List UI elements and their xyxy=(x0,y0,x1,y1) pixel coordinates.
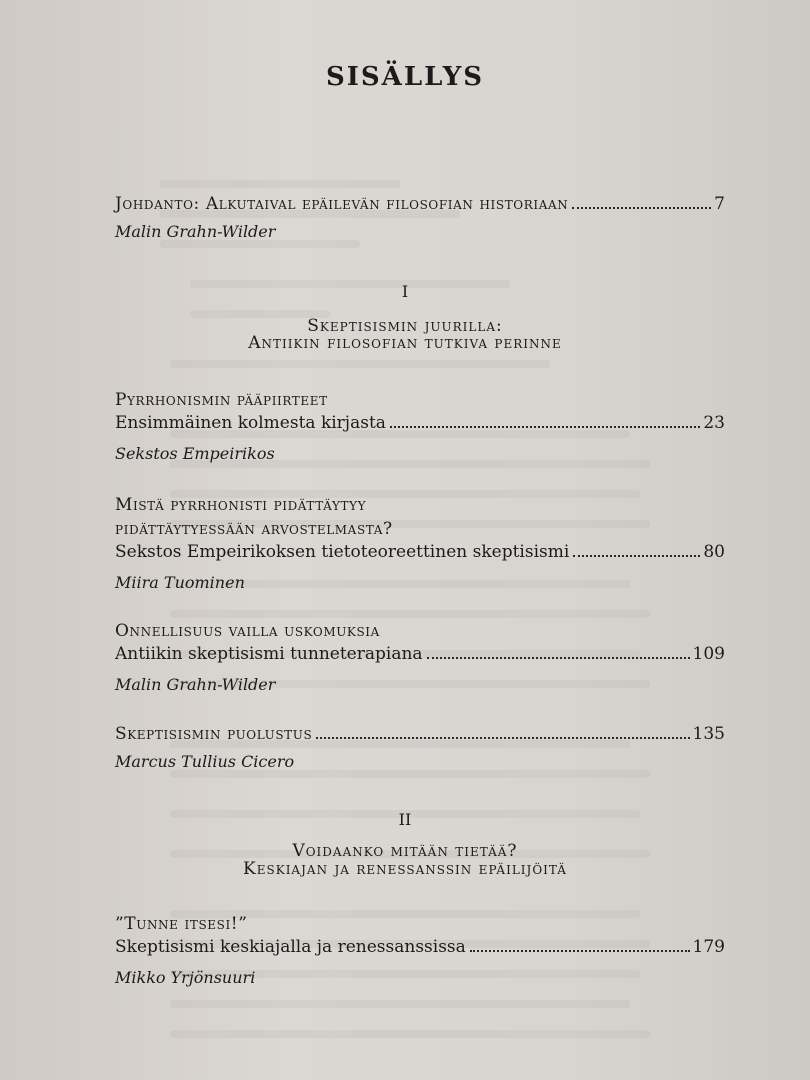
page-number: 23 xyxy=(703,413,725,433)
part-title-line-1: Skeptisismin juurilla: xyxy=(307,316,503,336)
page-number: 179 xyxy=(692,937,725,957)
page-number: 109 xyxy=(692,644,725,664)
entry-author: Mikko Yrjönsuuri xyxy=(115,968,256,987)
part-numeral: II xyxy=(398,810,412,829)
page-title: SISÄLLYS xyxy=(325,62,485,92)
dot-leader xyxy=(427,657,690,659)
entry-subtitle: Skeptisismi keskiajalla ja renessanssissa xyxy=(115,937,466,957)
page-number: 80 xyxy=(703,542,725,562)
entry-author: Marcus Tullius Cicero xyxy=(115,752,295,771)
entry-heading: ”Tunne itsesi!” xyxy=(115,914,248,934)
toc-entry[interactable] xyxy=(115,389,725,465)
entry-heading: Johdanto: Alkutaival epäilevän filosofian historiaan xyxy=(115,194,569,214)
part-title-line-1: Voidaanko mitään tietää? xyxy=(292,841,518,861)
entry-subtitle: Antiikin skeptisismi tunneterapiana xyxy=(115,644,423,664)
part-title-line-2: Keskiajan ja renessanssin epäilijöitä xyxy=(243,859,567,879)
page-number: 7 xyxy=(714,194,725,214)
entry-heading-line-2: pidättäytyessään arvostelmasta? xyxy=(115,519,393,539)
entry-heading: Skeptisismin puolustus xyxy=(115,724,313,744)
entry-author: Sekstos Empeirikos xyxy=(115,444,275,463)
entry-author: Miira Tuominen xyxy=(115,573,245,592)
part-numeral: I xyxy=(401,282,409,301)
dot-leader xyxy=(573,555,700,557)
toc-entry-intro[interactable] xyxy=(115,192,725,243)
entry-author: Malin Grahn-Wilder xyxy=(115,222,276,241)
toc-entry[interactable] xyxy=(115,620,725,696)
entry-heading: Onnellisuus vailla uskomuksia xyxy=(115,621,380,641)
entry-subtitle: Ensimmäinen kolmesta kirjasta xyxy=(115,413,386,433)
dot-leader xyxy=(390,426,700,428)
entry-heading-line-1: Mistä pyrrhonisti pidättäytyy xyxy=(115,495,367,515)
page-number: 135 xyxy=(692,724,725,744)
part-title-line-2: Antiikin filosofian tutkiva perinne xyxy=(248,333,562,353)
dot-leader xyxy=(470,950,690,952)
entry-subtitle: Sekstos Empeirikoksen tietoteoreettinen skeptisismi xyxy=(115,542,570,562)
toc-entry[interactable] xyxy=(115,494,725,594)
entry-heading: Pyrrhonismin pääpiirteet xyxy=(115,390,328,410)
dot-leader xyxy=(316,737,689,739)
dot-leader xyxy=(572,207,711,209)
toc-entry[interactable] xyxy=(115,913,725,989)
entry-author: Malin Grahn-Wilder xyxy=(115,675,276,694)
toc-entry[interactable] xyxy=(115,722,725,773)
